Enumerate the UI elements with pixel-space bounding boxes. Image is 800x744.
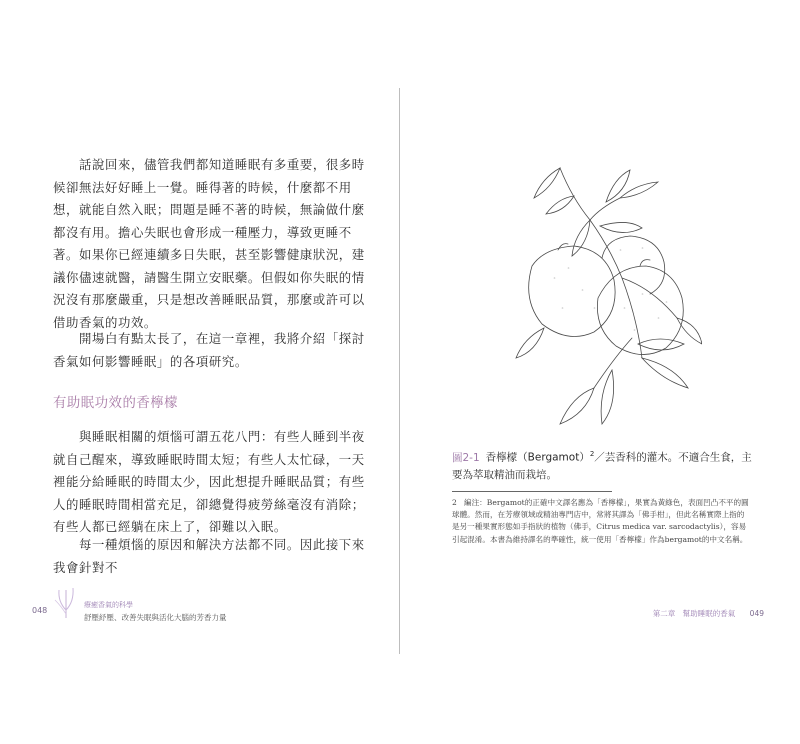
left-footer bbox=[32, 600, 382, 628]
footnote-text: 編注：Bergamot的正確中文譯名應為「香檸檬」，果實為黃綠色，表面凹凸不平的圓球體。然而，在芳療領域或精油專門店中，常將其譯為「佛手柑」，但此名稱實際上指的是另一種果實形態如手指狀的植物（佛手，Citrus medica var. sarcodactylis），容易引起混淆。本書為維持譯名的準確性，統一使用「香檸檬」作為bergamot的中文名稱。 bbox=[452, 498, 749, 544]
book-series-title: 療癒香氣的科學 bbox=[84, 601, 133, 609]
footnote-rule bbox=[452, 491, 612, 492]
page-number-left: 048 bbox=[32, 606, 48, 615]
footnote bbox=[452, 497, 750, 546]
figure-caption-text: ／芸香科的灌木。不適合生食，主要為萃取精油而栽培。 bbox=[452, 451, 752, 481]
right-footer bbox=[653, 608, 764, 619]
page-number-right: 049 bbox=[749, 609, 764, 618]
book-gutter bbox=[399, 88, 400, 654]
paragraph-3: 開場白有點太長了，在這一章裡，我將介紹「探討香氣如何影響睡眠」的各項研究。 bbox=[53, 331, 365, 369]
footnote-marker: 2 bbox=[452, 498, 457, 507]
book-subtitle: 舒壓紓壓、改善失眠與活化大腦的芳香力量 bbox=[84, 613, 227, 622]
bergamot-illustration bbox=[502, 158, 702, 438]
figure-name: 香檸檬（Bergamot） bbox=[485, 451, 590, 464]
paragraph-5: 每一種煩惱的原因和解決方法都不同。因此接下來我會針對不 bbox=[53, 537, 365, 575]
lavender-sprig-icon bbox=[54, 584, 78, 618]
paragraph-2: 如果你已經連續多日失眠，甚至影響健康狀況，建議你儘速就醫，請醫生開立安眠藥。但假如你失眠的情況沒有那麼嚴重，只是想改善睡眠品質，那麼或許可以借助香氣的功效。 bbox=[53, 247, 365, 330]
right-page bbox=[402, 70, 782, 660]
footnote-ref: 2 bbox=[589, 450, 595, 458]
figure-caption bbox=[452, 446, 752, 484]
chapter-title: 第二章 幫助睡眠的香氣 bbox=[652, 609, 736, 618]
left-page bbox=[18, 70, 398, 660]
figure-number: 圖2-1 bbox=[452, 451, 480, 464]
paragraph-1: 話說回來，儘管我們都知道睡眠有多重要，很多時候卻無法好好睡上一覺。睡得著的時候，什麼都不用想，就能自然入眠；問題是睡不著的時候，無論做什麼都沒有用。擔心失眠也會形成一種壓力，導致更睡不著。 bbox=[53, 157, 365, 262]
section-heading: 有助眠功效的香檸檬 bbox=[53, 396, 179, 411]
paragraph-4: 與睡眠相關的煩惱可謂五花八門：有些人睡到半夜就自己醒來，導致睡眠時間太短；有些人太忙碌，一天裡能分給睡眠的時間太少，因此想提升睡眠品質；有些人的睡眠時間相當充足，卻總覺得疲勞絲毫沒有消除；有些人都已經躺在床上了，卻難以入眠。 bbox=[53, 429, 365, 534]
